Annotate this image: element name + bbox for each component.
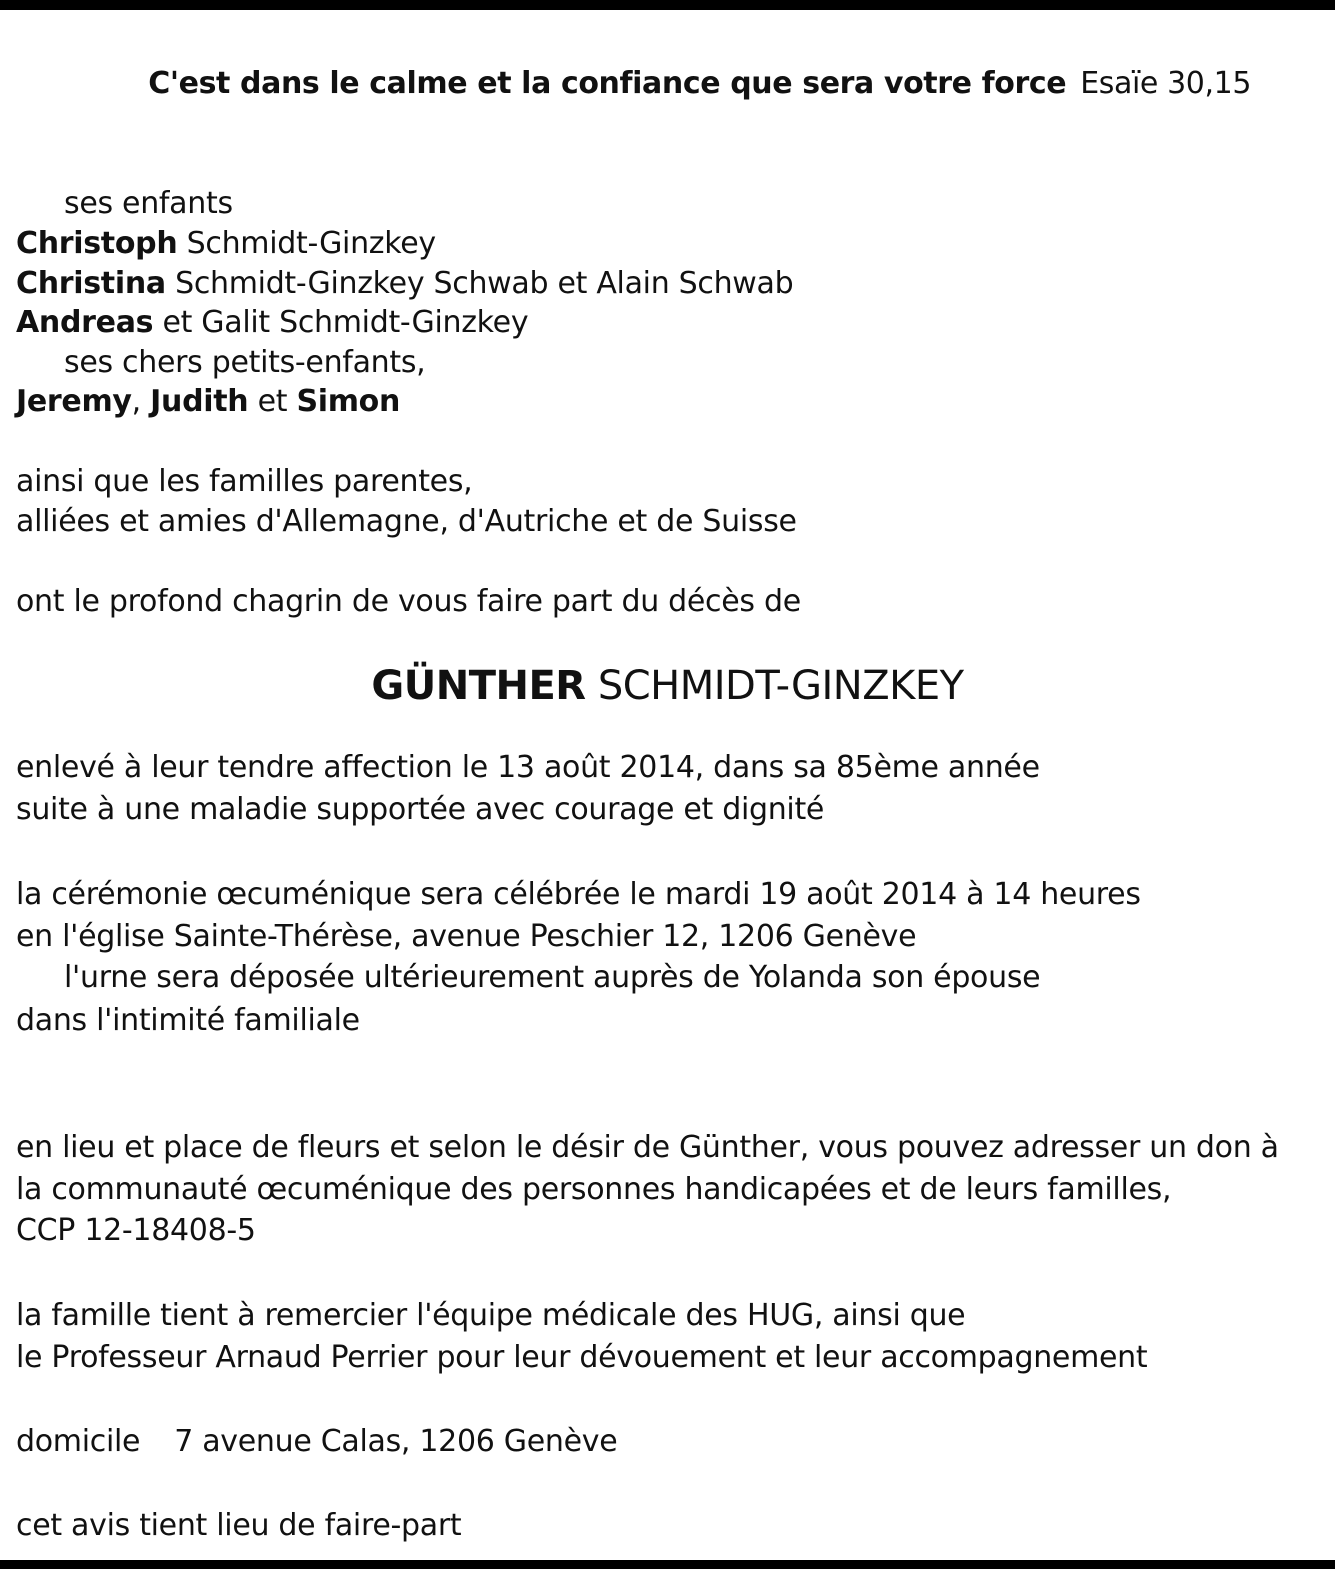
child-line [16, 303, 528, 343]
grandchild-name: Jeremy [16, 384, 132, 419]
grandchildren-heading: ses chers petits-enfants, [64, 345, 426, 380]
donation-line-1: en lieu et place de fleurs et selon le désir de Günther, vous pouvez adresser un don à [16, 1130, 1279, 1165]
donation-line-2: la communauté œcuménique des personnes handicapées et de leurs familles, [16, 1172, 1172, 1207]
ceremony-line-4: dans l'intimité familiale [16, 1003, 360, 1038]
death-line-2: suite à une maladie supportée avec courage et dignité [16, 792, 825, 827]
children-heading: ses enfants [64, 186, 233, 221]
ceremony-line-3: l'urne sera déposée ultérieurement auprès de Yolanda son épouse [64, 960, 1041, 995]
donation-line-3: CCP 12-18408-5 [16, 1213, 256, 1248]
deceased-first-name: GÜNTHER [371, 663, 586, 709]
child-rest: et Galit Schmidt-Ginzkey [153, 305, 529, 340]
child-first-name: Christina [16, 266, 166, 301]
bottom-border-rule [0, 1560, 1335, 1569]
deceased-name [0, 648, 1335, 724]
domicile-address: 7 avenue Calas, 1206 Genève [174, 1424, 618, 1459]
child-line [16, 264, 793, 304]
deceased-last-name: SCHMIDT-GINZKEY [597, 663, 964, 709]
child-line [16, 224, 436, 264]
relatives-line-1: ainsi que les familles parentes, [16, 464, 473, 499]
grandchildren-line [16, 382, 400, 422]
death-line-1: enlevé à leur tendre affection le 13 août 2014, dans sa 85ème année [16, 750, 1040, 785]
grandchild-name: Judith [150, 384, 249, 419]
thanks-line-2: le Professeur Arnaud Perrier pour leur dévouement et leur accompagnement [16, 1340, 1148, 1375]
verse-reference: Esaïe 30,15 [1080, 66, 1251, 101]
relatives-line-2: alliées et amies d'Allemagne, d'Autriche et de Suisse [16, 504, 797, 539]
child-first-name: Christoph [16, 226, 178, 261]
separator: , [131, 384, 151, 419]
domicile-line [16, 1422, 617, 1462]
grandchild-name: Simon [296, 384, 401, 419]
verse-text: C'est dans le calme et la confiance que sera votre force [148, 66, 1067, 101]
child-first-name: Andreas [16, 305, 154, 340]
child-rest: Schmidt-Ginzkey [177, 226, 436, 261]
separator: et [248, 384, 297, 419]
domicile-label: domicile [16, 1424, 141, 1459]
child-rest: Schmidt-Ginzkey Schwab et Alain Schwab [165, 266, 794, 301]
closing-line: cet avis tient lieu de faire-part [16, 1508, 462, 1543]
bible-verse [148, 62, 1251, 106]
thanks-line-1: la famille tient à remercier l'équipe médicale des HUG, ainsi que [16, 1298, 966, 1333]
top-border-rule [0, 0, 1335, 10]
announcement-line: ont le profond chagrin de vous faire part du décès de [16, 584, 801, 619]
ceremony-line-1: la cérémonie œcuménique sera célébrée le mardi 19 août 2014 à 14 heures [16, 877, 1141, 912]
ceremony-line-2: en l'église Sainte-Thérèse, avenue Peschier 12, 1206 Genève [16, 919, 917, 954]
